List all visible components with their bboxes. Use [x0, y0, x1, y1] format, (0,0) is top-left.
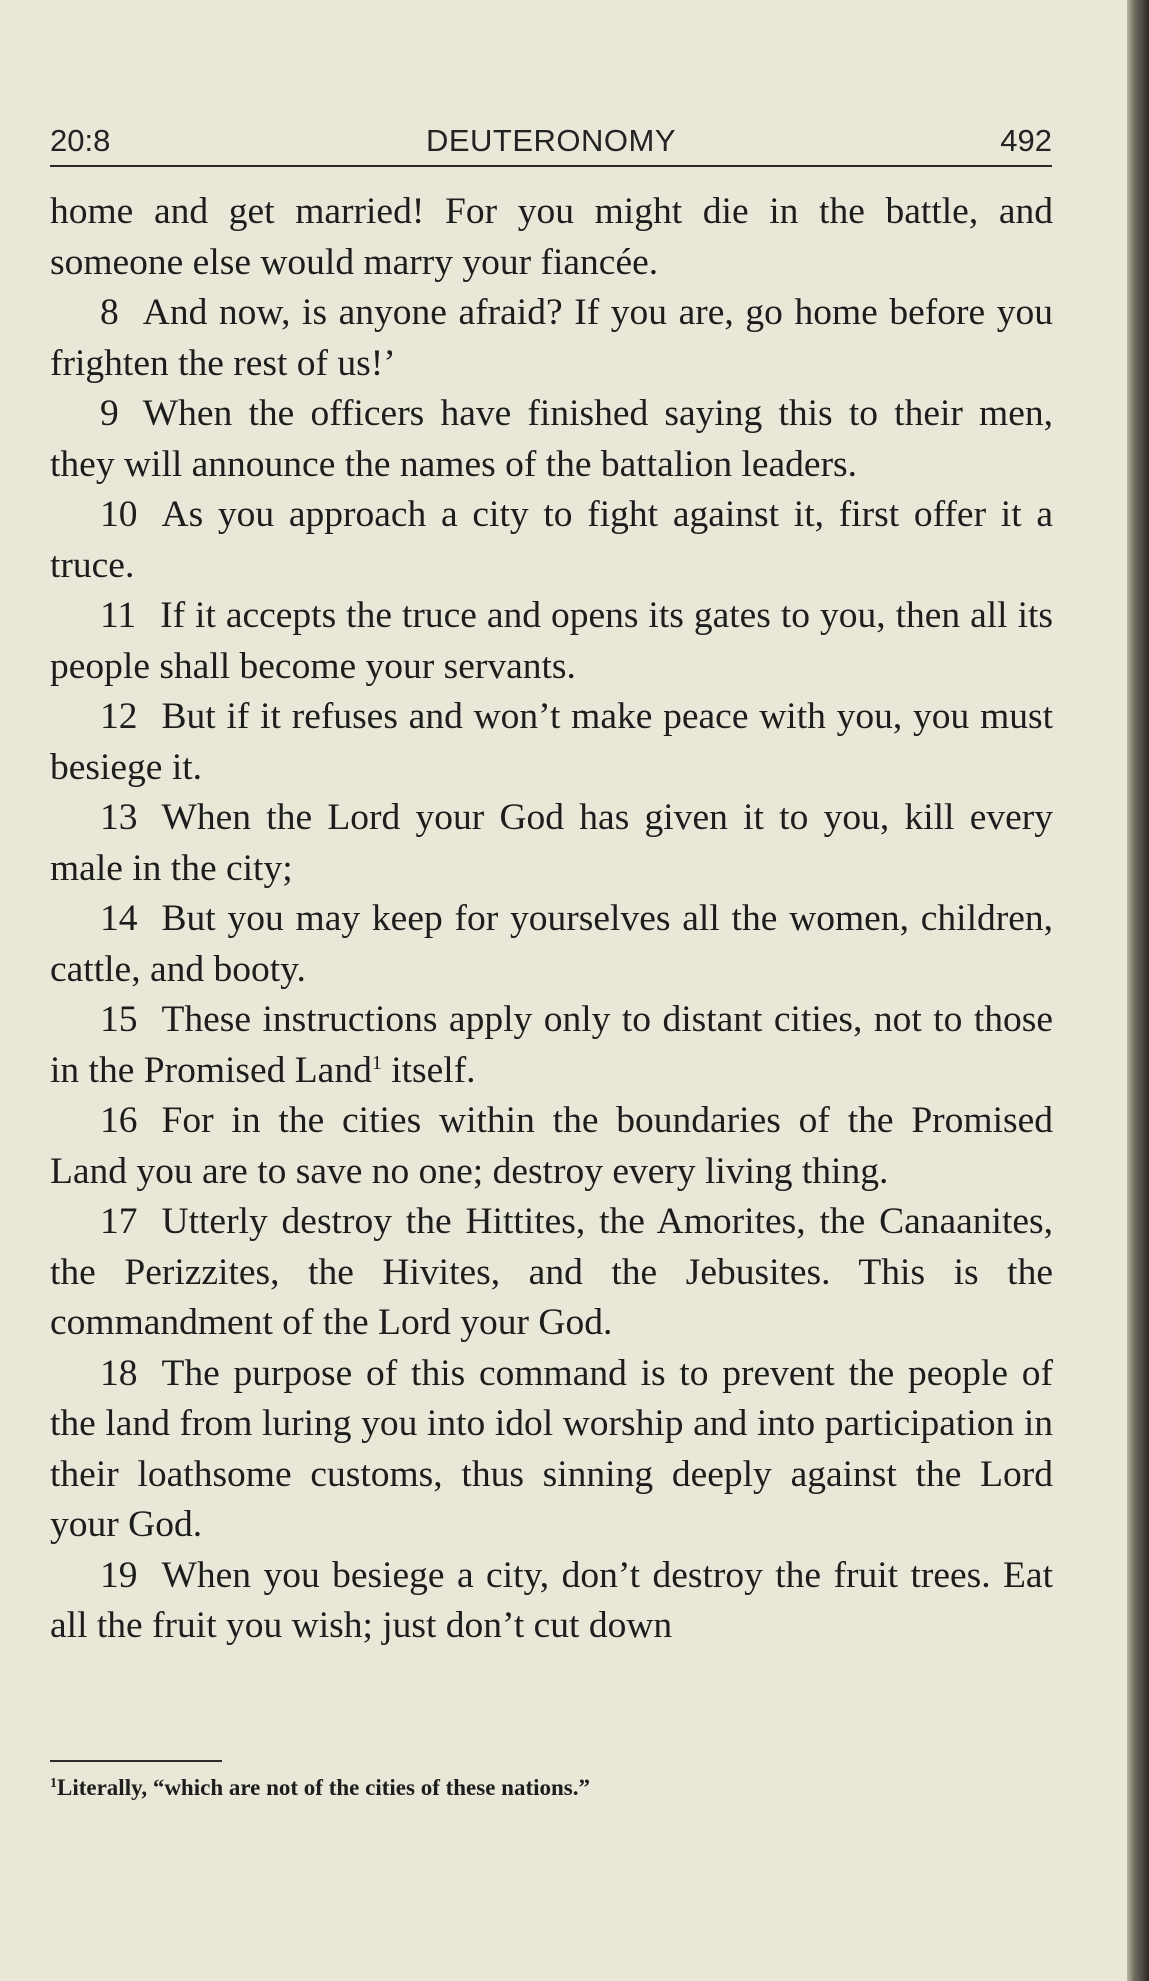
verse-12	[50, 692, 1053, 793]
verse-19	[50, 1551, 1053, 1652]
verse-text: For in the cities within the boundaries of the Promised Land you are to save no one; destroy every living thing.	[50, 1100, 1053, 1192]
verse-17	[50, 1197, 1053, 1349]
verse-text: As you approach a city to fight against it, first offer it a truce.	[50, 494, 1053, 586]
verse-number: 14	[100, 898, 138, 939]
page-number: 492	[1000, 123, 1052, 158]
verse-text: Utterly destroy the Hittites, the Amorites, the Canaanites, the Perizzites, the Hivites, and the Jebusites. This is the commandment of the Lord your God.	[50, 1201, 1053, 1343]
verse-number: 8	[100, 292, 119, 333]
verse-15	[50, 995, 1053, 1096]
verse-18	[50, 1349, 1053, 1551]
verse-text: But you may keep for yourselves all the women, children, cattle, and booty.	[50, 898, 1053, 990]
verse-text-continued: itself.	[381, 1049, 476, 1091]
running-header	[50, 123, 1052, 167]
verse-11	[50, 591, 1053, 692]
verse-text: These instructions apply only to distant cities, not to those in the Promised Land	[50, 999, 1053, 1091]
verse-number: 15	[100, 999, 138, 1040]
verse-text: When the Lord your God has given it to you, kill every male in the city;	[50, 797, 1053, 889]
verse-number: 12	[100, 696, 138, 737]
verse-13	[50, 793, 1053, 894]
verse-number: 10	[100, 494, 138, 535]
verse-text: But if it refuses and won’t make peace with you, you must besiege it.	[50, 696, 1053, 788]
verse-number: 16	[100, 1100, 138, 1141]
verse-8	[50, 288, 1053, 389]
verse-number: 13	[100, 797, 138, 838]
verse-text: If it accepts the truce and opens its gates to you, then all its people shall become your servants.	[50, 595, 1053, 687]
verse-text: When the officers have finished saying this to their men, they will announce the names of the battalion leaders.	[50, 393, 1053, 485]
verse-14	[50, 894, 1053, 995]
verse-text: When you besiege a city, don’t destroy the fruit trees. Eat all the fruit you wish; just don’t cut down	[50, 1554, 1053, 1646]
footnote-marker: 1	[371, 1051, 382, 1074]
footnote-rule	[50, 1760, 222, 1762]
verse-number: 9	[100, 393, 119, 434]
book-title: DEUTERONOMY	[425, 123, 677, 158]
header-rule	[50, 165, 1052, 167]
verse-number: 19	[100, 1554, 138, 1596]
verse-16	[50, 1096, 1053, 1197]
footnote	[50, 1775, 590, 1801]
verse-number: 11	[100, 595, 137, 636]
continued-paragraph: home and get married! For you might die in the battle, and someone else would marry your fiancée.	[50, 191, 1053, 283]
footnote-number: 1	[50, 1776, 57, 1791]
verse-text: And now, is anyone afraid? If you are, go home before you frighten the rest of us!’	[50, 292, 1053, 384]
verse-9	[50, 389, 1053, 490]
verse-number: 18	[100, 1352, 138, 1394]
footnote-text: Literally, “which are not of the cities of these nations.”	[57, 1775, 590, 1800]
scripture-passage	[50, 187, 1053, 1652]
verse-number: 17	[100, 1201, 138, 1242]
page-binding-edge	[1127, 0, 1149, 1981]
verse-10	[50, 490, 1053, 591]
chapter-verse-reference: 20:8	[50, 123, 111, 158]
verse-text: The purpose of this command is to prevent the people of the land from luring you into idol worship and into participation in their loathsome customs, thus sinning deeply against the Lord your God.	[50, 1352, 1053, 1545]
